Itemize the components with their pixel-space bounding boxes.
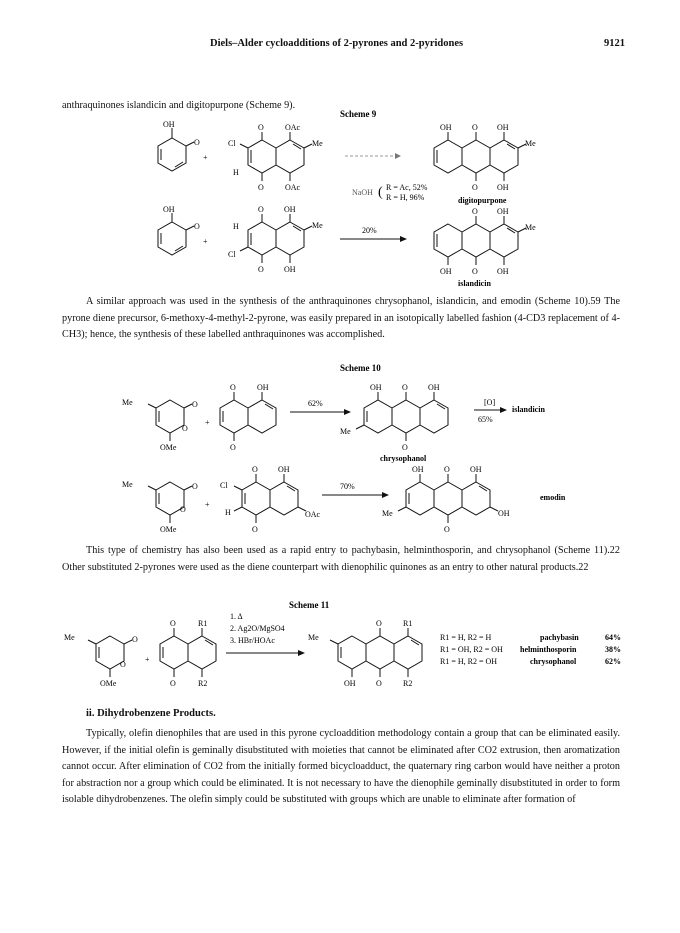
scheme9-row1-product <box>434 132 526 181</box>
s10r2-q-oh: OH <box>278 465 290 474</box>
s11-p-r2: R2 <box>403 679 413 688</box>
s10r1-plus: + <box>205 418 210 427</box>
s10r1-p-oh2: OH <box>428 383 440 392</box>
s11-plus: + <box>145 655 150 664</box>
s11-p-oh: OH <box>344 679 356 688</box>
scheme9-row2-pyrone <box>158 213 194 255</box>
paragraph-2: This type of chemistry has also been used as a rapid entry to pachybasin, helminthosporin, and chrysophanol (Scheme 11).22 Other substituted 2-pyrones were used as the diene counterpart with dienophilic quinones as an entry to other natural products.22 <box>62 545 620 573</box>
s11-pyrone-o1: O <box>132 635 138 644</box>
scheme9-row2-product <box>434 216 526 265</box>
s11-step3: 3. HBr/HOAc <box>230 636 275 645</box>
s10r1-p-oh1: OH <box>370 383 382 392</box>
s11-pyrone-ome: OMe <box>100 679 117 688</box>
s10r2-q-o-bot: O <box>252 525 258 534</box>
s9r1-q-o-top: O <box>258 123 264 132</box>
s9r2-plus: + <box>203 237 208 246</box>
s11-pyrone <box>88 636 132 677</box>
s10r2-q-o-top: O <box>252 465 258 474</box>
page-number: 9121 <box>604 38 625 49</box>
s9r1-pyrone-oh: OH <box>163 120 175 129</box>
s9r2-q-oh-bot: OH <box>284 265 296 274</box>
s11-step2: 2. Ag2O/MgSO4 <box>230 624 285 633</box>
s9r2-p-me: Me <box>525 223 536 232</box>
s11-pyrone-me: Me <box>64 633 75 642</box>
s9r2-arrowhead <box>400 236 407 242</box>
s11-p-me: Me <box>308 633 319 642</box>
s10r1-product-name: chrysophanol <box>380 454 427 463</box>
s10r2-pyrone-o1: O <box>192 482 198 491</box>
s10r1-quinone <box>220 392 276 441</box>
s10r1-pyrone <box>148 400 192 441</box>
s11-quinone <box>160 628 216 677</box>
s10r2-q-h: H <box>225 508 231 517</box>
scheme9-row1-quinone <box>240 132 312 181</box>
s9r2-q-h: H <box>233 222 239 231</box>
s11-product <box>330 628 422 677</box>
s10r2-product-name: emodin <box>540 493 566 502</box>
s9r2-q-cl: Cl <box>228 250 236 259</box>
s9r1-p-o-top: O <box>472 123 478 132</box>
s10r1-arrowhead <box>344 409 351 415</box>
s9-naoh: NaOH <box>352 188 373 197</box>
s10r2-p-o-top: O <box>444 465 450 474</box>
s11-result-0-cond: R1 = H, R2 = H <box>440 633 492 642</box>
s11-step1: 1. Δ <box>230 612 243 621</box>
s9r1-p-oh2: OH <box>497 123 509 132</box>
s10r2-plus: + <box>205 500 210 509</box>
scheme-11 <box>0 598 680 700</box>
s10r1-pyrone-o1: O <box>192 400 198 409</box>
running-header-title: Diels–Alder cycloadditions of 2-pyrones and 2-pyridones <box>210 38 464 49</box>
s10r1-pyrone-o2: O <box>182 424 188 433</box>
s11-q-o-top: O <box>170 619 176 628</box>
s9r1-p-oh1: OH <box>440 123 452 132</box>
s9r1-p-oh-bot: OH <box>497 183 509 192</box>
s9-cond1: R = Ac, 52% <box>386 183 428 192</box>
scheme9-row2-quinone <box>240 214 312 263</box>
s10r2-pyrone-ome: OMe <box>160 525 177 534</box>
s10r1-q-oh: OH <box>257 383 269 392</box>
s9r2-q-o-bot: O <box>258 265 264 274</box>
paragraph-3: Typically, olefin dienophiles that are used in this pyrone cycloaddition methodology contain a group that can be eliminated easily. However, if the initial olefin is geminally disubstituted with moieties that cannot be eliminated after CO2 extrusion, then aromatization cannot occur. After elimination of CO2 from the initially formed bicycloadduct, the quaternary ring carbon would have neither a proton for abstraction nor a group which could be eliminated. It is not necessary to have the dienophile geminally disubstituted in order to form isolable dihydrobenzenes. The olefin simply could be substituted with groups which are unable to eliminate after formation of <box>62 728 620 806</box>
s9r1-q-o-bot: O <box>258 183 264 192</box>
scheme9-row1-pyrone <box>158 128 194 171</box>
s9r1-q-cl: Cl <box>228 139 236 148</box>
s11-q-r2: R2 <box>198 679 208 688</box>
s9r1-q-me: Me <box>312 139 323 148</box>
s11-results <box>440 633 621 666</box>
s10r1-p-o-bot: O <box>402 443 408 452</box>
s9r2-q-me: Me <box>312 221 323 230</box>
s11-result-1-yield: 38% <box>605 645 621 654</box>
s9r2-pyrone-oh: OH <box>163 205 175 214</box>
s10r2-pyrone-o2: O <box>180 505 186 514</box>
s11-result-1-name: helminthosporin <box>520 645 577 654</box>
s10r1-product <box>356 392 448 441</box>
s10r2-q-oac: OAc <box>305 510 321 519</box>
s11-result-2-name: chrysophanol <box>530 657 577 666</box>
s11-result-0-name: pachybasin <box>540 633 579 642</box>
s11-result-1-cond: R1 = OH, R2 = OH <box>440 645 503 654</box>
s11-q-r1: R1 <box>198 619 208 628</box>
s9r2-p-o-bot: O <box>472 267 478 276</box>
s10r2-product <box>398 474 498 523</box>
s10r2-pyrone <box>148 482 192 523</box>
s11-result-0-yield: 64% <box>605 633 621 642</box>
s9r1-p-o-bot: O <box>472 183 478 192</box>
s11-p-o-top: O <box>376 619 382 628</box>
s9r1-q-oac-top: OAc <box>285 123 301 132</box>
s9r2-p-oh-top: OH <box>497 207 509 216</box>
s9r1-plus: + <box>203 153 208 162</box>
s10r2-p-oh1: OH <box>412 465 424 474</box>
s9r1-p-me: Me <box>525 139 536 148</box>
s10-ox-yield: 65% <box>478 415 493 424</box>
section-heading: ii. Dihydrobenzene Products. <box>86 708 216 719</box>
s9r1-pyrone-o: O <box>194 138 200 147</box>
s10r2-arrowhead <box>382 492 389 498</box>
paragraph-1: A similar approach was used in the synthesis of the anthraquinones chrysophanol, islandicin, and emodin (Scheme 10).59 The pyrone diene precursor, 6-methoxy-4-methyl-2-pyrone, was easily prepared in an isotopically labelled fashion (4-CD3 replacement of 4-CH3); hence, the synthesis of these labelled anthraquinones was accomplished. <box>62 296 620 341</box>
s10r1-arrow-label: 62% <box>308 399 323 408</box>
s10r2-arrow-label: 70% <box>340 482 355 491</box>
s10r1-q-o-top: O <box>230 383 236 392</box>
s11-p-r1: R1 <box>403 619 413 628</box>
s10r2-p-me: Me <box>382 509 393 518</box>
s11-result-2-yield: 62% <box>605 657 621 666</box>
s9r1-q-oac-bot: OAc <box>285 183 301 192</box>
scheme-9 <box>0 0 680 300</box>
s9-brace: ( <box>378 185 383 200</box>
s11-result-2-cond: R1 = H, R2 = OH <box>440 657 498 666</box>
s9r2-pyrone-o: O <box>194 222 200 231</box>
s10r2-p-oh2: OH <box>470 465 482 474</box>
s9r2-q-o-top: O <box>258 205 264 214</box>
s9r1-arrowhead <box>395 153 401 159</box>
s9r2-product-name: islandicin <box>458 279 491 288</box>
s9r2-p-oh-bot2: OH <box>497 267 509 276</box>
s11-p-o-bot: O <box>376 679 382 688</box>
scheme-10-label: Scheme 10 <box>340 363 381 373</box>
scheme-11-label: Scheme 11 <box>289 600 330 610</box>
s10r2-pyrone-me: Me <box>122 480 133 489</box>
s10r2-p-oh3: OH <box>498 509 510 518</box>
s11-pyrone-o2: O <box>120 660 126 669</box>
s9-cond2: R = H, 96% <box>386 193 425 202</box>
s10r2-quinone <box>234 474 306 523</box>
s10-ox-arrowhead <box>500 407 507 413</box>
s10r2-p-o-bot: O <box>444 525 450 534</box>
s10r1-p-o-top: O <box>402 383 408 392</box>
s10r1-pyrone-ome: OMe <box>160 443 177 452</box>
scheme-10 <box>0 360 680 540</box>
s9r1-product-name: digitopurpone <box>458 196 507 205</box>
s10-ox-product: islandicin <box>512 405 545 414</box>
s9r1-q-h: H <box>233 168 239 177</box>
s11-arrowhead <box>298 650 305 656</box>
scheme-9-label: Scheme 9 <box>340 109 377 119</box>
s10r1-q-o-bot: O <box>230 443 236 452</box>
s11-q-o-bot: O <box>170 679 176 688</box>
s10r2-q-cl: Cl <box>220 481 228 490</box>
s9r2-p-oh-bot1: OH <box>440 267 452 276</box>
intro-line: anthraquinones islandicin and digitopurpone (Scheme 9). <box>62 100 296 111</box>
s10r1-p-me: Me <box>340 427 351 436</box>
s10r1-pyrone-me: Me <box>122 398 133 407</box>
s10-ox-label: [O] <box>484 398 496 407</box>
s9r2-p-o-top: O <box>472 207 478 216</box>
s9r2-arrow-label: 20% <box>362 226 377 235</box>
s9r2-q-oh-top: OH <box>284 205 296 214</box>
